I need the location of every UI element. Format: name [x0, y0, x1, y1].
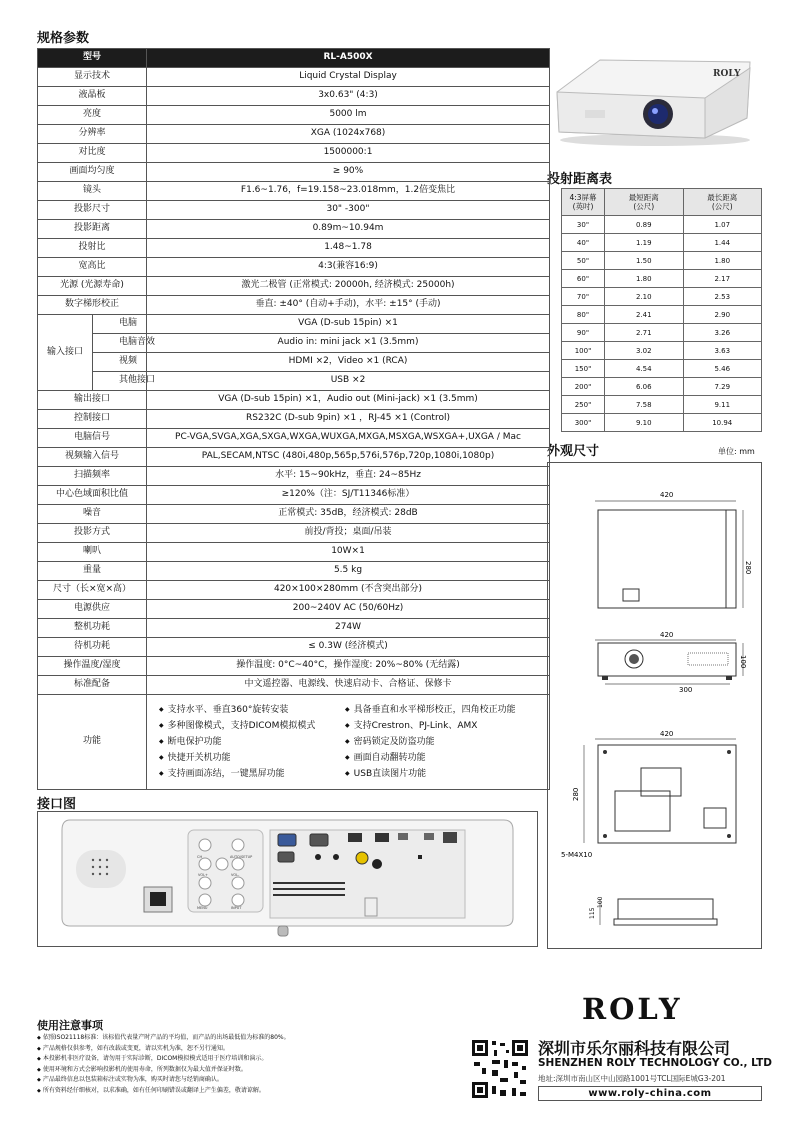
spec-row: [38, 467, 550, 486]
spec-value: 0.89m~10.94m: [147, 220, 550, 239]
panel-label-ch: CH: [197, 855, 203, 859]
projection-cell: 100": [562, 342, 605, 360]
panel-label-volup: VOL+: [198, 873, 208, 877]
spec-label: 喇叭: [38, 543, 147, 562]
projection-cell: 30": [562, 216, 605, 234]
spec-label: 投影尺寸: [38, 201, 147, 220]
spec-row: [38, 619, 550, 638]
projection-cell: 1.80: [683, 252, 762, 270]
input-sub-value: HDMI ×2，Video ×1 (RCA): [147, 353, 550, 372]
spec-value: PC-VGA,SVGA,XGA,SXGA,WXGA,WUXGA,MXGA,MSXGA,WSXGA+,UXGA / Mac: [147, 429, 550, 448]
interface-panel-drawing: [38, 812, 537, 946]
projection-cell: 10.94: [683, 414, 762, 432]
spec-row: [38, 524, 550, 543]
spec-label: 尺寸（长×宽×高）: [38, 581, 147, 600]
spec-row: [38, 87, 550, 106]
spec-table: [37, 48, 550, 790]
feature-item: ◆ 具备垂直和水平梯形校正，四角校正功能: [345, 703, 545, 717]
projection-row: [562, 360, 762, 378]
projection-row: [562, 414, 762, 432]
side-view-depth: 115: [589, 907, 596, 919]
projection-cell: 40": [562, 234, 605, 252]
projection-row: [562, 378, 762, 396]
spec-value: PAL,SECAM,NTSC (480i,480p,565p,576i,576p,720p,1080i,1080p): [147, 448, 550, 467]
input-other-label: 其他接口: [93, 372, 147, 391]
spec-label: 宽高比: [38, 258, 147, 277]
projector-logo: ROLY: [713, 69, 741, 79]
projector-photo: [545, 40, 760, 150]
input-other-value: USB ×2: [147, 372, 550, 391]
spec-row: [38, 448, 550, 467]
spec-row: [38, 125, 550, 144]
spec-value: 5000 lm: [147, 106, 550, 125]
spec-value: 3x0.63" (4:3): [147, 87, 550, 106]
spec-label: 中心色域面积比值: [38, 486, 147, 505]
projection-cell: 2.17: [683, 270, 762, 288]
spec-row: [38, 258, 550, 277]
projection-title: 投射距离表: [547, 172, 613, 187]
dimension-unit: 单位: mm: [718, 447, 755, 456]
spec-label: 视频输入信号: [38, 448, 147, 467]
projection-cell: 1.19: [605, 234, 684, 252]
qr-code-icon: [470, 1038, 530, 1100]
side-view-drawing: [589, 896, 717, 925]
top-view-width: 420: [660, 491, 674, 499]
spec-label: 投影距离: [38, 220, 147, 239]
spec-value: 水平: 15~90kHz，垂直: 24~85Hz: [147, 467, 550, 486]
spec-row: [38, 296, 550, 315]
feature-item: ◆ 画面自动翻转功能: [345, 751, 545, 765]
top-view-height: 280: [744, 561, 752, 575]
spec-value: 274W: [147, 619, 550, 638]
projection-cell: 70": [562, 288, 605, 306]
projection-cell: 1.44: [683, 234, 762, 252]
spec-row: [38, 638, 550, 657]
features-list: [159, 703, 539, 781]
notes-title: 使用注意事项: [37, 1019, 103, 1032]
spec-row-input: [38, 353, 550, 372]
spec-value: 10W×1: [147, 543, 550, 562]
projection-row: [562, 396, 762, 414]
spec-row: [38, 239, 550, 258]
note-item: ◆ 产品规格仅供参考，如有改载或变更，请以实机为准，恕不另行通知。: [37, 1044, 457, 1055]
spec-label: 显示技术: [38, 68, 147, 87]
projection-cell: 0.89: [605, 216, 684, 234]
spec-value: 30" -300": [147, 201, 550, 220]
spec-row: [38, 410, 550, 429]
projection-cell: 80": [562, 306, 605, 324]
notes-list: [37, 1033, 457, 1096]
spec-value: F1.6~1.76，f=19.158~23.018mm，1.2倍变焦比: [147, 182, 550, 201]
panel-label-input: INPUT: [231, 906, 242, 910]
feature-item: ◆ 支持水平、垂直360°旋转安装: [159, 703, 345, 717]
company-website-link[interactable]: www.roly-china.com: [538, 1086, 762, 1101]
projection-cell: 2.10: [605, 288, 684, 306]
company-address: 地址:深圳市南山区中山园路1001号TCL国际E城G3-201: [538, 1074, 726, 1083]
spec-value: 前投/背投；桌面/吊装: [147, 524, 550, 543]
spec-row: [38, 581, 550, 600]
projection-cell: 1.07: [683, 216, 762, 234]
input-group-label: 输入接口: [38, 315, 93, 391]
projection-header: 最短距离 (公尺): [605, 189, 684, 216]
spec-value: 5.5 kg: [147, 562, 550, 581]
company-name-cn: 深圳市乐尔丽科技有限公司: [538, 1039, 731, 1058]
company-name-en: SHENZHEN ROLY TECHNOLOGY CO., LTD: [538, 1057, 772, 1069]
projection-cell: 50": [562, 252, 605, 270]
spec-label: 投射比: [38, 239, 147, 258]
projection-header: 4:3屏幕 (英吋): [562, 189, 605, 216]
spec-value: 200~240V AC (50/60Hz): [147, 600, 550, 619]
spec-label: 标准配备: [38, 676, 147, 695]
panel-label-auto: AUTO/SETUP: [230, 855, 253, 859]
feature-item: ◆ 多种图像模式，支持DICOM模拟模式: [159, 719, 345, 733]
spec-label: 投影方式: [38, 524, 147, 543]
features-label: 功能: [38, 695, 147, 790]
panel-label-menu: MENU: [197, 906, 208, 910]
spec-label: 电脑信号: [38, 429, 147, 448]
spec-value: ≥120%（注：SJ/T11346标准）: [147, 486, 550, 505]
projection-cell: 1.80: [605, 270, 684, 288]
spec-value: 操作温度: 0°C~40°C，操作湿度: 20%~80% (无结露): [147, 657, 550, 676]
feature-item: ◆ USB直读图片功能: [345, 767, 545, 781]
feature-item: ◆ 支持画面冻结，一键黑屏功能: [159, 767, 345, 781]
projection-cell: 3.26: [683, 324, 762, 342]
spec-value: ≥ 90%: [147, 163, 550, 182]
spec-row: [38, 68, 550, 87]
input-sub-label: 电脑音效: [93, 334, 147, 353]
projection-cell: 3.02: [605, 342, 684, 360]
spec-label: 整机功耗: [38, 619, 147, 638]
spec-label: 操作温度/湿度: [38, 657, 147, 676]
spec-value: 1.48~1.78: [147, 239, 550, 258]
projection-cell: 7.29: [683, 378, 762, 396]
feature-item: ◆ 支持Crestron、PJ-Link、AMX: [345, 719, 545, 733]
spec-value: XGA (1024x768): [147, 125, 550, 144]
spec-row-input: [38, 334, 550, 353]
spec-row: [38, 600, 550, 619]
bottom-view-height: 280: [572, 787, 580, 801]
dimension-drawings: [548, 463, 761, 948]
spec-value: 垂直: ±40° (自动+手动)，水平: ±15° (手动): [147, 296, 550, 315]
spec-header-label: 型号: [38, 49, 147, 68]
specs-title: 规格参数: [37, 31, 90, 46]
spec-value: VGA (D-sub 15pin) ×1，Audio out (Mini-jack) ×1 (3.5mm): [147, 391, 550, 410]
spec-label: 扫描频率: [38, 467, 147, 486]
feature-item: ◆ 密码锁定及防盗功能: [345, 735, 545, 749]
spec-row: [38, 182, 550, 201]
company-logo: ROLY: [582, 992, 683, 1026]
projection-cell: 90": [562, 324, 605, 342]
projection-row: [562, 324, 762, 342]
spec-value: Liquid Crystal Display: [147, 68, 550, 87]
front-view-base: 300: [679, 686, 693, 694]
projection-cell: 3.63: [683, 342, 762, 360]
input-sub-label: 电脑: [93, 315, 147, 334]
spec-header-model: RL-A500X: [147, 49, 550, 68]
projection-cell: 1.50: [605, 252, 684, 270]
projection-cell: 150": [562, 360, 605, 378]
projection-row: [562, 252, 762, 270]
spec-value: RS232C (D-sub 9pin) ×1 ，RJ-45 ×1 (Control): [147, 410, 550, 429]
spec-row: [38, 391, 550, 410]
dimensions-title: 外观尺寸: [547, 444, 600, 459]
spec-value: 中文遥控器、电源线、快速启动卡、合格证、保修卡: [147, 676, 550, 695]
note-item: ◆ 所有资料经仔细核对，以求准确，如有任何印刷错误或翻译上产生偏差，敬请谅解。: [37, 1086, 457, 1097]
projection-cell: 2.71: [605, 324, 684, 342]
spec-row: [38, 201, 550, 220]
bottom-view-drawing: [561, 730, 736, 859]
feature-item: ◆ 断电保护功能: [159, 735, 345, 749]
input-sub-value: Audio in: mini jack ×1 (3.5mm): [147, 334, 550, 353]
note-item: ◆ 产品最终信息以包装箱标注或实物为准，购买时请您与经销商确认。: [37, 1075, 457, 1086]
spec-row: [38, 144, 550, 163]
spec-row: [38, 163, 550, 182]
projection-row: [562, 306, 762, 324]
spec-label: 控制接口: [38, 410, 147, 429]
spec-row: [38, 562, 550, 581]
spec-row: [38, 676, 550, 695]
front-view-height: 100: [739, 655, 747, 669]
spec-row: [38, 106, 550, 125]
projection-cell: 6.06: [605, 378, 684, 396]
projection-row: [562, 288, 762, 306]
front-view-width: 420: [660, 631, 674, 639]
spec-label: 亮度: [38, 106, 147, 125]
projection-cell: 9.10: [605, 414, 684, 432]
projection-cell: 2.41: [605, 306, 684, 324]
projection-cell: 9.11: [683, 396, 762, 414]
input-sub-value: VGA (D-sub 15pin) ×1: [147, 315, 550, 334]
spec-label: 液晶板: [38, 87, 147, 106]
projection-row: [562, 270, 762, 288]
spec-label: 待机功耗: [38, 638, 147, 657]
projection-cell: 200": [562, 378, 605, 396]
screw-spec: 5-M4X10: [561, 851, 593, 859]
spec-label: 镜头: [38, 182, 147, 201]
note-item: ◆ 本投影机非医疗设备，请勿用于实际诊断，DICOM模拟模式适用于医疗培训和演示。: [37, 1054, 457, 1065]
projection-cell: 60": [562, 270, 605, 288]
note-item: ◆ 使用环境和方式会影响投影机的使用寿命，所列数据仅为最大值并保证时数。: [37, 1065, 457, 1076]
spec-label: 输出接口: [38, 391, 147, 410]
spec-row: [38, 657, 550, 676]
top-view-drawing: [595, 491, 752, 608]
spec-label: 画面均匀度: [38, 163, 147, 182]
note-item: ◆ 依照ISO21118标准：该标值代表量产时产品的平均值，而产品的出场最低值为标准的80%。: [37, 1033, 457, 1044]
features-cell: [147, 695, 550, 790]
spec-value: ≤ 0.3W (经济模式): [147, 638, 550, 657]
projection-cell: 250": [562, 396, 605, 414]
spec-row: [38, 505, 550, 524]
spec-row-input: [38, 315, 550, 334]
spec-row: [38, 486, 550, 505]
spec-header-row: [38, 49, 550, 68]
spec-label: 对比度: [38, 144, 147, 163]
spec-value: 420×100×280mm (不含突出部分): [147, 581, 550, 600]
interfaces-title: 接口图: [37, 797, 77, 812]
projection-cell: 4.54: [605, 360, 684, 378]
projection-cell: 2.90: [683, 306, 762, 324]
spec-label: 电源供应: [38, 600, 147, 619]
spec-value: 4:3(兼容16:9): [147, 258, 550, 277]
projection-header: 最长距离 (公尺): [683, 189, 762, 216]
projection-row: [562, 234, 762, 252]
side-view-height: 100: [597, 896, 604, 908]
spec-label: 光源 (光源寿命): [38, 277, 147, 296]
projection-cell: 7.58: [605, 396, 684, 414]
projection-table: [561, 188, 762, 432]
feature-item: ◆ 快捷开关机功能: [159, 751, 345, 765]
projection-cell: 2.53: [683, 288, 762, 306]
spec-value: 1500000:1: [147, 144, 550, 163]
spec-value: 正常模式: 35dB，经济模式: 28dB: [147, 505, 550, 524]
spec-row: [38, 277, 550, 296]
spec-label: 重量: [38, 562, 147, 581]
spec-row: [38, 429, 550, 448]
spec-value: 激光二极管 (正常模式: 20000h, 经济模式: 25000h): [147, 277, 550, 296]
spec-label: 噪音: [38, 505, 147, 524]
projection-cell: 5.46: [683, 360, 762, 378]
projection-row: [562, 342, 762, 360]
bottom-view-width: 420: [660, 730, 674, 738]
panel-label-voldown: VOL-: [231, 873, 240, 877]
spec-label: 分辨率: [38, 125, 147, 144]
features-row: [38, 695, 550, 790]
input-sub-label: 视频: [93, 353, 147, 372]
spec-row: [38, 543, 550, 562]
spec-label: 数字梯形校正: [38, 296, 147, 315]
spec-row-input: [38, 372, 550, 391]
projection-row: [562, 216, 762, 234]
spec-row: [38, 220, 550, 239]
projection-cell: 300": [562, 414, 605, 432]
front-view-drawing: [595, 631, 747, 694]
